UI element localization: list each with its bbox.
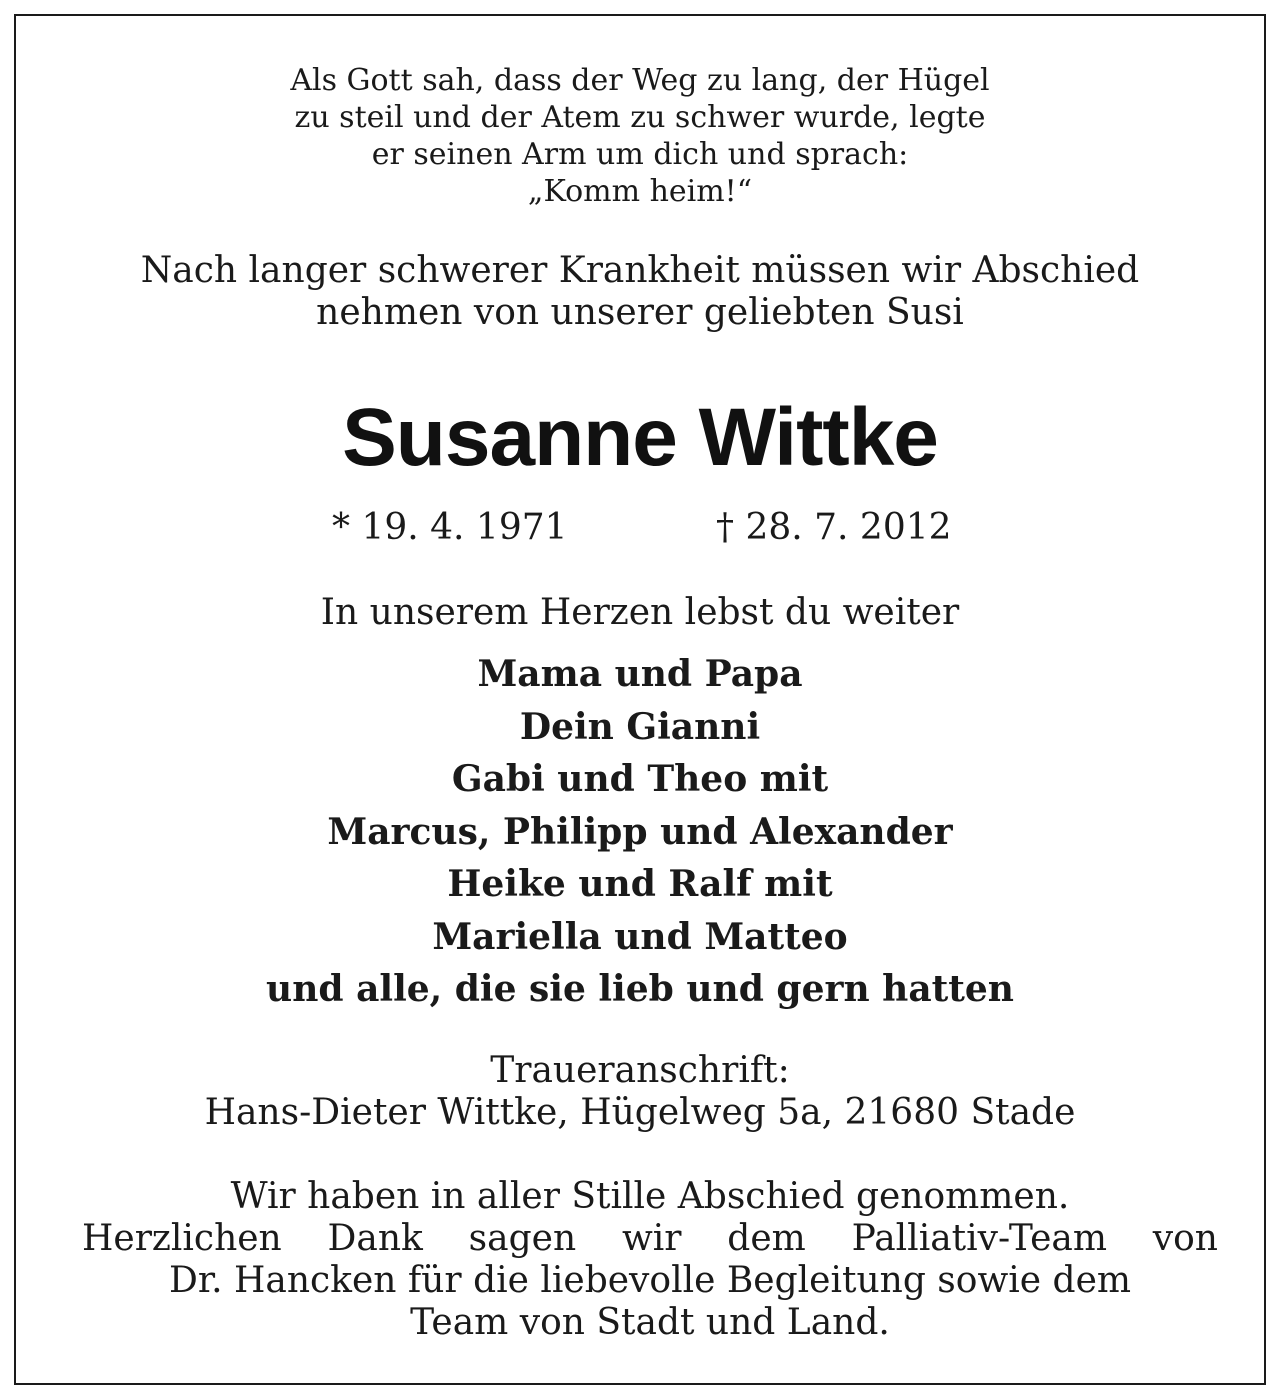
- deceased-name: Susanne Wittke: [342, 392, 938, 483]
- mourning-address: Hans-Dieter Wittke, Hügelweg 5a, 21680 Stade: [204, 1092, 1076, 1133]
- thanks-word: von: [1152, 1218, 1218, 1259]
- thanks-line: Team von Stadt und Land.: [410, 1302, 890, 1343]
- obituary-frame: [14, 14, 1266, 1385]
- address-label: Traueranschrift:: [490, 1050, 790, 1091]
- thanks-word: sagen: [468, 1218, 577, 1259]
- mourners-list: [16, 648, 1264, 1016]
- poem-line: er seinen Arm um dich und sprach:: [371, 137, 909, 172]
- intro-text: [16, 250, 1264, 334]
- thanks-word: wir: [621, 1218, 682, 1259]
- mourner-line: Mama und Papa: [477, 653, 803, 695]
- poem-line: „Komm heim!“: [527, 174, 753, 209]
- poem-line: zu steil und der Atem zu schwer wurde, legte: [294, 100, 986, 135]
- intro-line: nehmen von unserer geliebten Susi: [316, 292, 964, 333]
- thanks-word: Herzlichen: [82, 1218, 282, 1259]
- motto: In unserem Herzen lebst du weiter: [320, 592, 960, 633]
- death-date: † 28. 7. 2012: [716, 507, 952, 548]
- mourner-line: Gabi und Theo mit: [451, 758, 829, 800]
- mourner-line: und alle, die sie lieb und gern hatten: [266, 968, 1014, 1010]
- birth-date: * 19. 4. 1971: [332, 507, 568, 548]
- poem-line: Als Gott sah, dass der Weg zu lang, der Hügel: [290, 63, 990, 98]
- mourner-line: Mariella und Matteo: [432, 915, 848, 958]
- thanks-line: Dr. Hancken für die liebevolle Begleitung sowie dem: [168, 1260, 1132, 1301]
- thanks-paragraph: [82, 1176, 1218, 1344]
- thanks-justified-line: [82, 1218, 1218, 1260]
- thanks-word: Dank: [327, 1218, 423, 1259]
- thanks-line: Wir haben in aller Stille Abschied genommen.: [230, 1176, 1070, 1217]
- thanks-word: dem: [727, 1218, 806, 1259]
- poem-block: [16, 62, 1264, 210]
- mourner-line: Dein Gianni: [519, 705, 761, 748]
- mourner-line: Heike und Ralf mit: [447, 863, 833, 905]
- intro-line: Nach langer schwerer Krankheit müssen wir Abschied: [140, 250, 1140, 291]
- life-dates: [16, 506, 1264, 550]
- thanks-word: Palliativ-Team: [851, 1218, 1107, 1259]
- mourner-line: Marcus, Philipp und Alexander: [327, 810, 953, 853]
